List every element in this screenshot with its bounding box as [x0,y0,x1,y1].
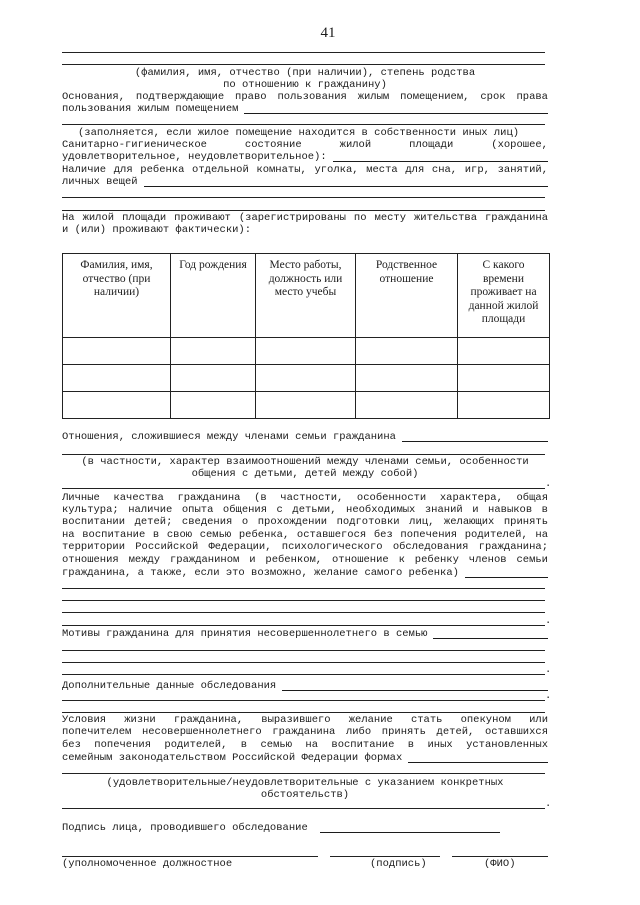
residents-table [62,253,550,419]
table-cell [63,338,171,365]
personal-qualities-line-7 [62,567,548,579]
residents-line-1: На жилой площади проживают (зарегистрированы по месту жительства гражданина [62,212,548,224]
living-conditions-line-2: попечителем несовершеннолетнего гражданина либо принять детей, оставшихся [62,726,548,738]
blank-line [62,210,545,211]
grounds-line-1: Основания, подтверждающие право пользования жилым помещением, срок права [62,91,548,103]
child-space-fill-line [144,176,548,187]
line-end-period: . [545,690,552,702]
blank-line [62,600,545,601]
signature-caption: (подпись) [370,858,427,870]
grounds-line-2-text: пользования жилым помещением [62,103,239,115]
additional-text: Дополнительные данные обследования [62,680,277,692]
family-relations-fill-line [402,431,548,442]
family-relations-text: Отношения, сложившиеся между членами семьи гражданина [62,431,396,443]
signature-fill-line [320,822,500,833]
sanitary-line-2-text: удовлетворительное, неудовлетворительное): [62,151,327,163]
table-cell [171,392,256,419]
full-name-caption: (ФИО) [484,858,516,870]
blank-line [62,124,545,125]
table-header-row [63,254,550,338]
table-cell [63,392,171,419]
table-cell [256,365,356,392]
living-conditions-caption-1: (удовлетворительные/неудовлетворительные с указанием конкретных [106,777,504,789]
blank-line [62,650,545,651]
child-space-line-2 [62,176,548,188]
personal-qualities-line-6: отношения между гражданином и ребенком, отношение к ребенку членов семьи [62,554,548,566]
personal-qualities-line-7-text: гражданина, а также, если это возможно, желание самого ребенка) [62,567,459,579]
blank-line [62,773,545,774]
living-conditions-line-1: Условия жизни гражданина, выразившего желание стать опекуном или [62,714,548,726]
line-end-period: . [545,798,552,810]
table-row [63,365,550,392]
living-conditions-line-4 [62,752,548,764]
header-relation: Родственное отношение [356,254,458,338]
child-space-line-1: Наличие для ребенка отдельной комнаты, уголка, места для сна, игр, занятий, [62,164,548,176]
living-conditions-line-3: без попечения родителей, в семью на воспитание в иных установленных [62,739,548,751]
personal-qualities-line-1: Личные качества гражданина (в частности, особенности характера, общая [62,492,548,504]
blank-line [62,808,545,809]
additional-line [62,680,548,692]
personal-qualities-line-4: на воспитание в свою семью ребенка, оставшегося без попечения родителей, на [62,529,548,541]
living-conditions-fill-line [408,752,548,763]
line-end-period: . [545,615,552,627]
table-cell [458,338,550,365]
table-cell [256,392,356,419]
blank-line [62,588,545,589]
line-end-period: . [545,478,552,490]
child-space-line-2-text: личных вещей [62,176,138,188]
family-relations-caption-1: (в частности, характер взаимоотношений между членами семьи, особенности [81,456,529,468]
table-row [63,338,550,365]
sanitary-line-2 [62,151,548,163]
personal-qualities-line-3: воспитании детей; сведения о прохождении подготовки лиц, желающих принять [62,516,548,528]
personal-qualities-fill-line [465,567,548,578]
table-cell [171,365,256,392]
header-residence-since: С какого времени проживает на данной жилой площади [458,254,550,338]
blank-line [62,488,545,489]
full-name-line [452,856,548,857]
personal-qualities-line-5: территории Российской Федерации, психологического обследования гражданина; [62,541,548,553]
personal-qualities-line-2: культура; наличие опыта общения с детьми, необходимых знаний и навыков в [62,504,548,516]
header-full-name: Фамилия, имя, отчество (при наличии) [63,254,171,338]
official-line [62,856,318,857]
official-caption: (уполномоченное должностное [62,858,233,870]
table-row [63,392,550,419]
table-cell [356,365,458,392]
additional-fill-line [282,680,548,691]
table-cell [356,392,458,419]
page-number: 41 [320,25,336,41]
table-cell [171,338,256,365]
table-cell [458,392,550,419]
grounds-caption: (заполняется, если жилое помещение находится в собственности иных лиц) [78,127,520,139]
header-workplace: Место работы, должность или место учебы [256,254,356,338]
sanitary-line-1: Санитарно-гигиеническое состояние жилой площади (хорошее, [62,139,548,151]
family-relations-line-1 [62,431,548,443]
table-cell [63,365,171,392]
motives-line [62,628,548,640]
sanitary-fill-line [333,151,548,162]
grounds-fill-line [244,103,548,114]
relative-caption-line-2: по отношению к гражданину) [223,79,387,91]
motives-fill-line [433,628,548,639]
residents-line-2: и (или) проживают фактически): [62,224,252,236]
blank-line [62,612,545,613]
living-conditions-caption-2: обстоятельств) [260,789,350,801]
living-conditions-line-4-text: семейным законодательством Российской Федерации формах [62,752,403,764]
blank-line [62,662,545,663]
line-end-period: . [545,664,552,676]
table-cell [256,338,356,365]
signature-sign-line [330,856,440,857]
blank-line [62,625,545,626]
blank-line [62,64,545,65]
blank-line [62,674,545,675]
family-relations-caption-2: общения с детьми, детей между собой) [191,468,419,480]
blank-line [62,700,545,701]
blank-line [62,454,545,455]
signature-line [62,822,548,834]
header-birth-year: Год рождения [171,254,256,338]
motives-text: Мотивы гражданина для принятия несовершеннолетнего в семью [62,628,428,640]
blank-line [62,197,545,198]
relative-caption-line-1: (фамилия, имя, отчество (при наличии), степень родства [134,67,476,79]
blank-line [62,712,545,713]
table-cell [458,365,550,392]
grounds-line-2 [62,103,548,115]
blank-line [62,52,545,53]
signature-label: Подпись лица, проводившего обследование [62,822,308,834]
table-cell [356,338,458,365]
